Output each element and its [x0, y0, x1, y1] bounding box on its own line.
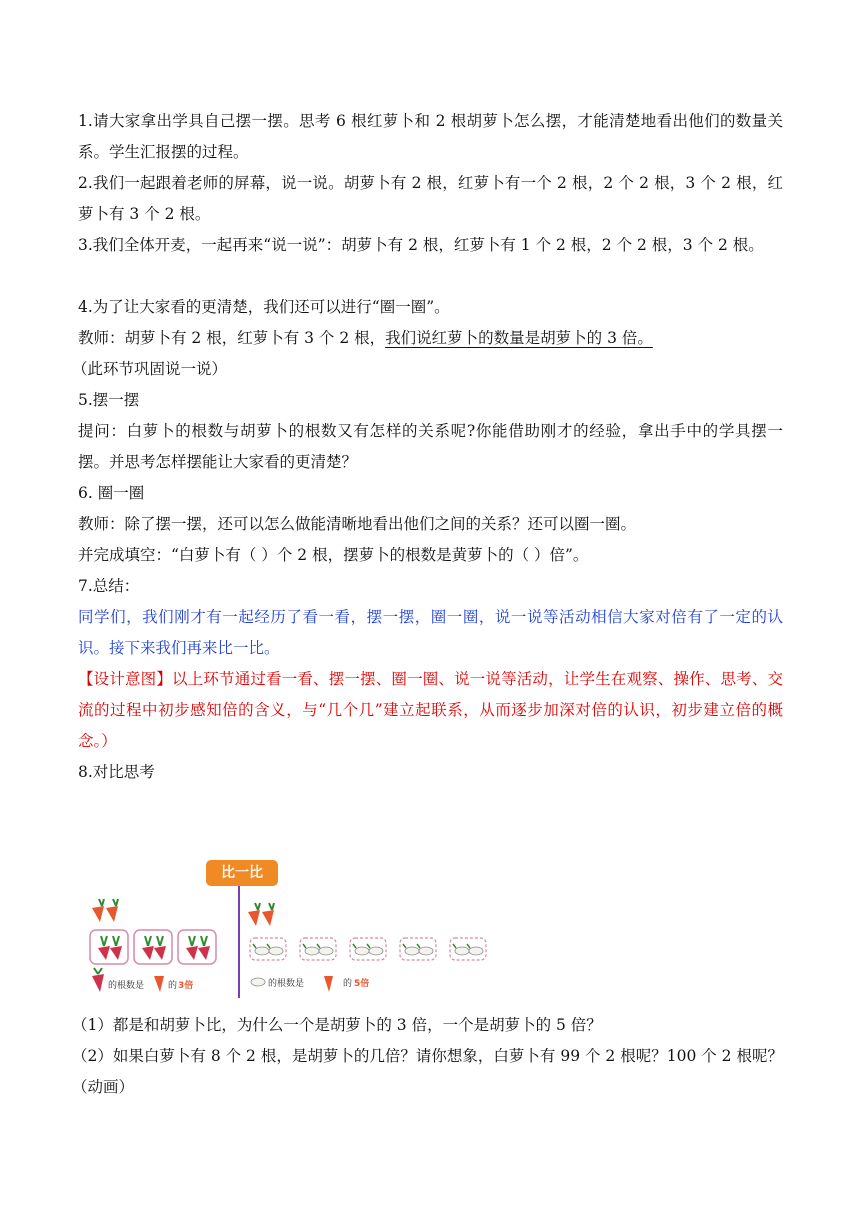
heading-8: 8.对比思考 [78, 763, 155, 781]
carrot-icon [92, 899, 118, 922]
right-caption-b: 的 [343, 979, 353, 989]
paragraph-4: 4.为了让大家看的更清楚，我们还可以进行“圈一圈”。 [78, 298, 450, 316]
left-caption-b: 的 [168, 981, 178, 991]
question-2: （2）如果白萝卜有 8 个 2 根，是胡萝卜的几倍？请你想象，白萝卜有 99 个 2 根呢？100 个 2 根呢？（动画） [72, 1047, 783, 1096]
right-caption [251, 976, 369, 992]
heading-6: 6. 圈一圈 [78, 484, 145, 502]
right-caption-a: 的根数是 [268, 979, 305, 989]
compare-figure [88, 858, 508, 1003]
paragraph-teacher: 教师：除了摆一摆，还可以怎么做能清晰地看出他们之间的关系？还可以圈一圈。 [78, 515, 637, 533]
paragraph-question: 提问：白萝卜的根数与胡萝卜的根数又有怎样的关系呢?你能借助刚才的经验，拿出手中的学具摆一摆。并思考怎样摆能让大家看的更清楚？ [78, 422, 783, 471]
left-caption-c: 3倍 [178, 981, 194, 991]
compare-banner: 比一比 [206, 860, 278, 886]
teacher-line: 教师：胡萝卜有 2 根，红萝卜有 3 个 2 根， [78, 329, 386, 347]
paragraph-1: 1.请大家拿出学具自己摆一摆。思考 6 根红萝卜和 2 根胡萝卜怎么摆，才能清楚地看出他们的数量关系。学生汇报摆的过程。 [78, 112, 783, 161]
question-1: （1）都是和胡萝卜比，为什么一个是胡萝卜的 3 倍，一个是胡萝卜的 5 倍？ [72, 1016, 602, 1034]
paragraph-5 [78, 323, 783, 354]
paragraph-2: 2.我们一起跟着老师的屏幕，说一说。胡萝卜有 2 根，红萝卜有一个 2 根，2 个 2 根，3 个 2 根，红萝卜有 3 个 2 根。 [78, 174, 783, 223]
white-radish-group-icon [250, 938, 486, 960]
paragraph-fill: 并完成填空：“白萝卜有（ ）个 2 根，摆萝卜的根数是黄萝卜的（ ）倍”。 [78, 546, 589, 564]
paragraph-3: 3.我们全体开麦，一起再来“说一说”：胡萝卜有 2 根，红萝卜有 1 个 2 根，2 个 2 根，3 个 2 根。 [78, 236, 764, 254]
left-caption [92, 968, 193, 992]
right-caption-c: 5倍 [354, 979, 370, 989]
summary-paragraph: 同学们，我们刚才有一起经历了看一看，摆一摆，圈一圈，说一说等活动相信大家对倍有了一定的认识。接下来我们再来比一比。 [78, 608, 783, 657]
underlined-conclusion: 我们说红萝卜的数量是胡萝卜的 3 倍。 [385, 329, 653, 347]
left-caption-a: 的根数是 [108, 981, 145, 991]
paragraph-6: （此环节巩固说一说） [72, 360, 228, 378]
heading-5: 5.摆一摆 [78, 391, 140, 409]
heading-7: 7.总结： [78, 577, 140, 595]
carrot-icon [248, 903, 274, 926]
design-intent: 【设计意图】以上环节通过看一看、摆一摆、圈一圈、说一说等活动，让学生在观察、操作、思考、交流的过程中初步感知倍的含义，与“几个几”建立起联系，从而逐步加深对倍的认识，初步建立倍的概念。） [78, 670, 783, 750]
radish-group-icon [90, 930, 216, 964]
